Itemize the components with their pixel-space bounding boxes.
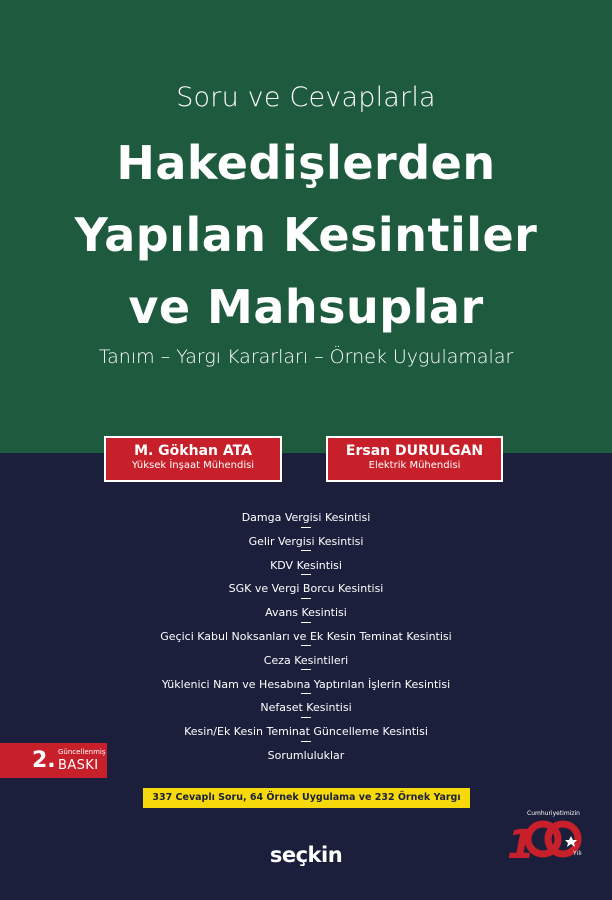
topic-separator <box>301 622 311 623</box>
topic-item <box>0 678 612 702</box>
anniversary-top-text: Cumhuriyetimizin <box>527 810 580 817</box>
title-line-2: Yapılan Kesintiler <box>74 208 538 262</box>
publisher-logo: seçkin <box>269 843 343 867</box>
topic-label: Yüklenici Nam ve Hesabına Yaptırılan İşlerin Kesintisi <box>161 677 451 691</box>
topic-separator <box>301 669 311 670</box>
edition-label: BASKI <box>58 758 99 773</box>
topic-item <box>0 511 612 535</box>
title-line-3: ve Mahsuplar <box>128 280 484 334</box>
edition-badge <box>0 743 107 778</box>
topic-list <box>0 511 612 773</box>
topic-label: Damga Vergisi Kesintisi <box>241 511 371 524</box>
topic-item <box>0 582 612 606</box>
topic-separator <box>301 717 311 718</box>
author-name: M. Gökhan ATA <box>134 443 252 459</box>
topic-separator <box>301 527 311 528</box>
anniversary-logo <box>505 806 590 866</box>
topic-item <box>0 559 612 583</box>
topic-item <box>0 654 612 678</box>
edition-number: 2. <box>32 748 56 773</box>
topic-separator <box>301 574 311 575</box>
title-line-1: Hakedişlerden <box>116 136 496 190</box>
topic-separator <box>301 645 311 646</box>
topic-label: Nefaset Kesintisi <box>260 701 352 715</box>
anniversary-suffix: Yılı <box>573 850 582 857</box>
svg-text:1: 1 <box>507 822 531 866</box>
topic-item <box>0 630 612 654</box>
topic-label: Avans Kesintisi <box>265 606 347 620</box>
topic-separator <box>301 598 311 599</box>
author-role: Yüksek İnşaat Mühendisi <box>131 460 255 471</box>
topic-item <box>0 535 612 559</box>
topic-label: KDV Kesintisi <box>270 558 342 572</box>
author-name: Ersan DURULGAN <box>345 443 484 459</box>
author-box-1 <box>104 436 282 482</box>
author-role: Elektrik Mühendisi <box>368 460 461 471</box>
topic-separator <box>301 550 311 551</box>
topic-item <box>0 606 612 630</box>
topic-separator <box>301 741 311 742</box>
topic-label: Sorumluluklar <box>267 748 345 762</box>
highlight-banner: 337 Cevaplı Soru, 64 Örnek Uygulama ve 232 Örnek Yargı Kararı ile <box>143 788 470 808</box>
cover-subtitle: Soru ve Cevaplarla <box>176 82 436 113</box>
topic-label: Gelir Vergisi Kesintisi <box>248 534 364 548</box>
topic-label: Geçici Kabul Noksanları ve Ek Kesin Teminat Kesintisi <box>160 629 452 643</box>
topic-label: Ceza Kesintileri <box>263 653 349 667</box>
topic-label: SGK ve Vergi Borcu Kesintisi <box>228 582 384 596</box>
topic-label: Kesin/Ek Kesin Teminat Güncelleme Kesintisi <box>184 725 428 739</box>
author-box-2 <box>326 436 503 482</box>
topic-separator <box>301 693 311 694</box>
edition-note: Güncellenmiş <box>58 748 106 756</box>
topic-item <box>0 701 612 725</box>
cover-tagline: Tanım – Yargı Kararları – Örnek Uygulamalar <box>98 346 514 368</box>
